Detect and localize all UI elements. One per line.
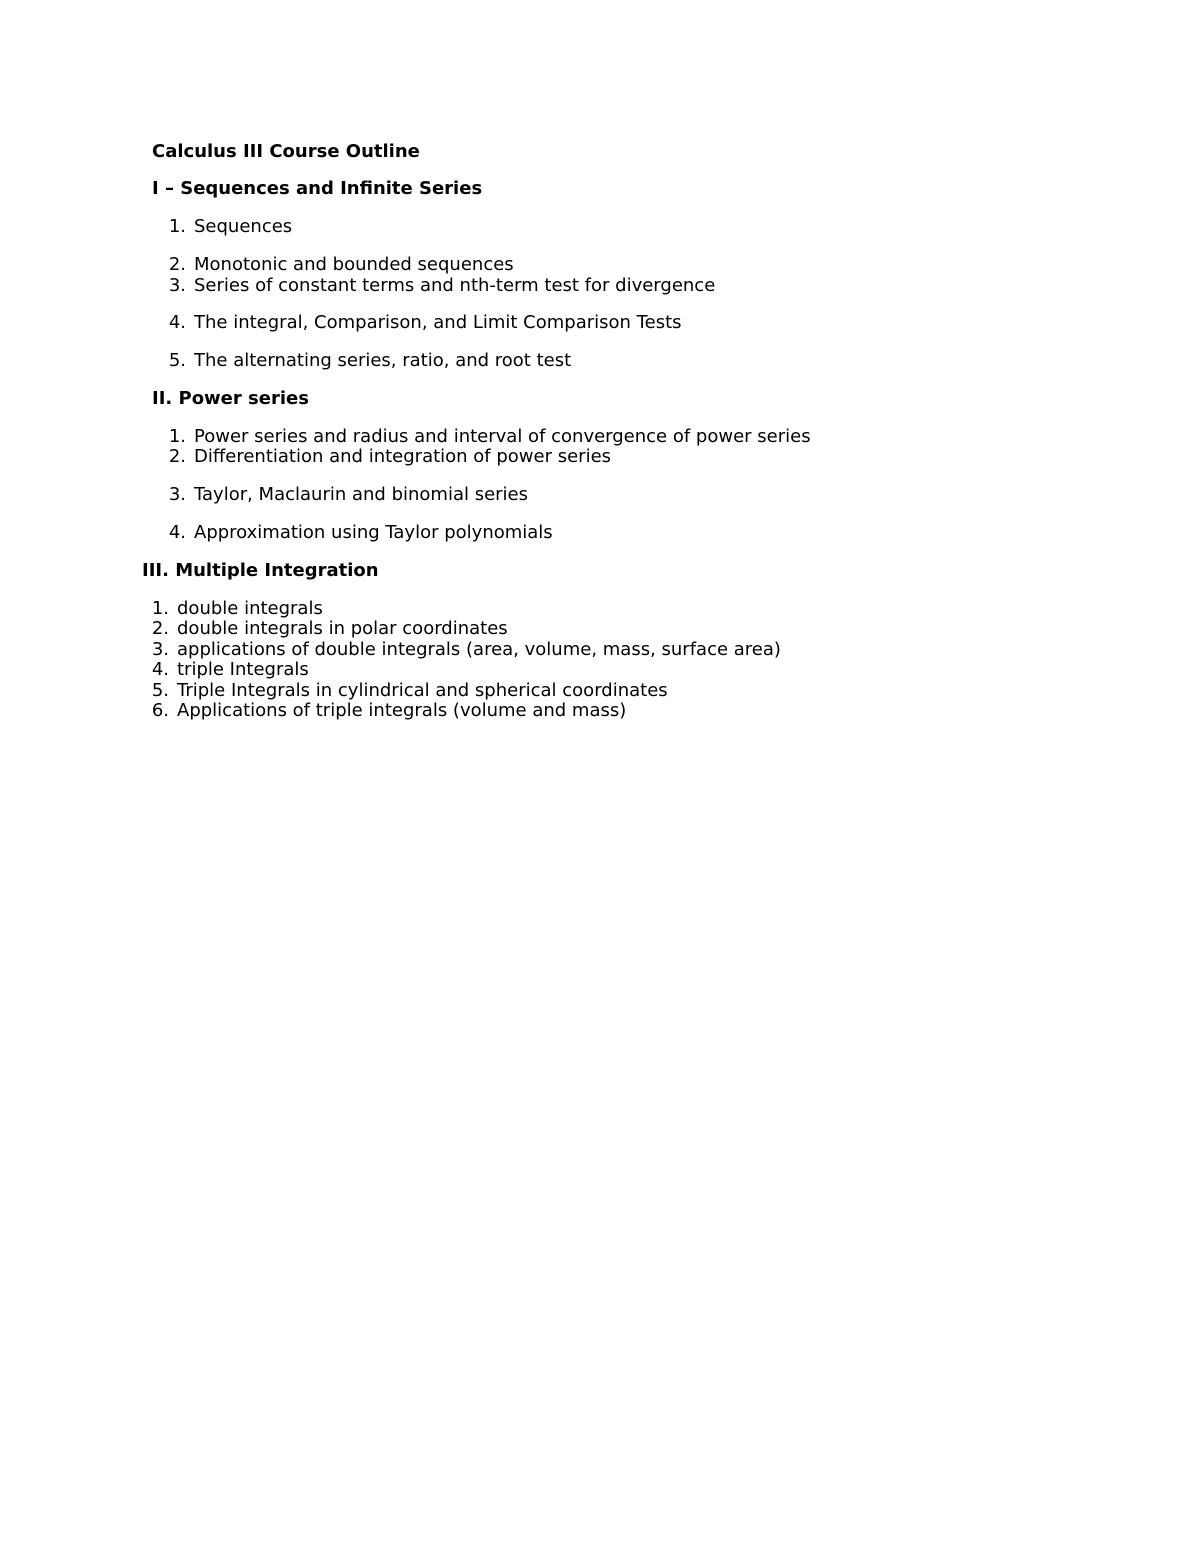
list-item-number: 3. [168,275,186,296]
list-item [158,522,553,544]
list-item-text: The integral, Comparison, and Limit Comparison Tests [194,312,682,333]
list-item-number: 5. [168,350,186,371]
section-heading-1: I – Sequences and Infinite Series [152,178,483,199]
list-item-text: Applications of triple integrals (volume and mass) [177,700,627,721]
list-item [141,618,508,640]
list-item-text: Sequences [194,216,293,237]
list-item [158,254,514,276]
list-item [158,216,292,238]
list-item [158,275,715,297]
list-item-text: Power series and radius and interval of convergence of power series [194,426,811,447]
list-item-number: 6. [151,700,169,721]
list-item [158,350,571,372]
list-item [158,312,682,334]
list-item [141,700,626,722]
list-item-number: 2. [151,618,169,639]
list-item-number: 1. [168,216,186,237]
list-item-text: The alternating series, ratio, and root test [194,350,572,371]
list-item-number: 3. [168,484,186,505]
list-item-number: 1. [151,598,169,619]
list-item [141,598,323,620]
list-item-number: 5. [151,680,169,701]
list-item-text: Series of constant terms and nth-term test for divergence [194,275,716,296]
list-item-number: 4. [168,312,186,333]
list-item-text: double integrals [177,598,323,619]
list-item-text: triple Integrals [177,659,309,680]
list-item [158,426,811,448]
list-item [141,659,309,681]
list-item-number: 4. [151,659,169,680]
list-item-number: 3. [151,639,169,660]
list-item-number: 2. [168,254,186,275]
section-heading-3: III. Multiple Integration [142,560,379,581]
document-title: Calculus III Course Outline [152,141,420,162]
list-item-text: Triple Integrals in cylindrical and spherical coordinates [177,680,668,701]
list-item-text: Monotonic and bounded sequences [194,254,514,275]
list-item-text: Approximation using Taylor polynomials [194,522,553,543]
list-item-text: Taylor, Maclaurin and binomial series [194,484,529,505]
list-item [158,446,611,468]
list-item-number: 4. [168,522,186,543]
list-item [141,680,668,702]
section-heading-2: II. Power series [152,388,309,409]
list-item-text: applications of double integrals (area, volume, mass, surface area) [177,639,781,660]
list-item-number: 1. [168,426,186,447]
list-item-text: double integrals in polar coordinates [177,618,508,639]
list-item [141,639,781,661]
list-item-number: 2. [168,446,186,467]
list-item [158,484,528,506]
list-item-text: Differentiation and integration of power series [194,446,612,467]
